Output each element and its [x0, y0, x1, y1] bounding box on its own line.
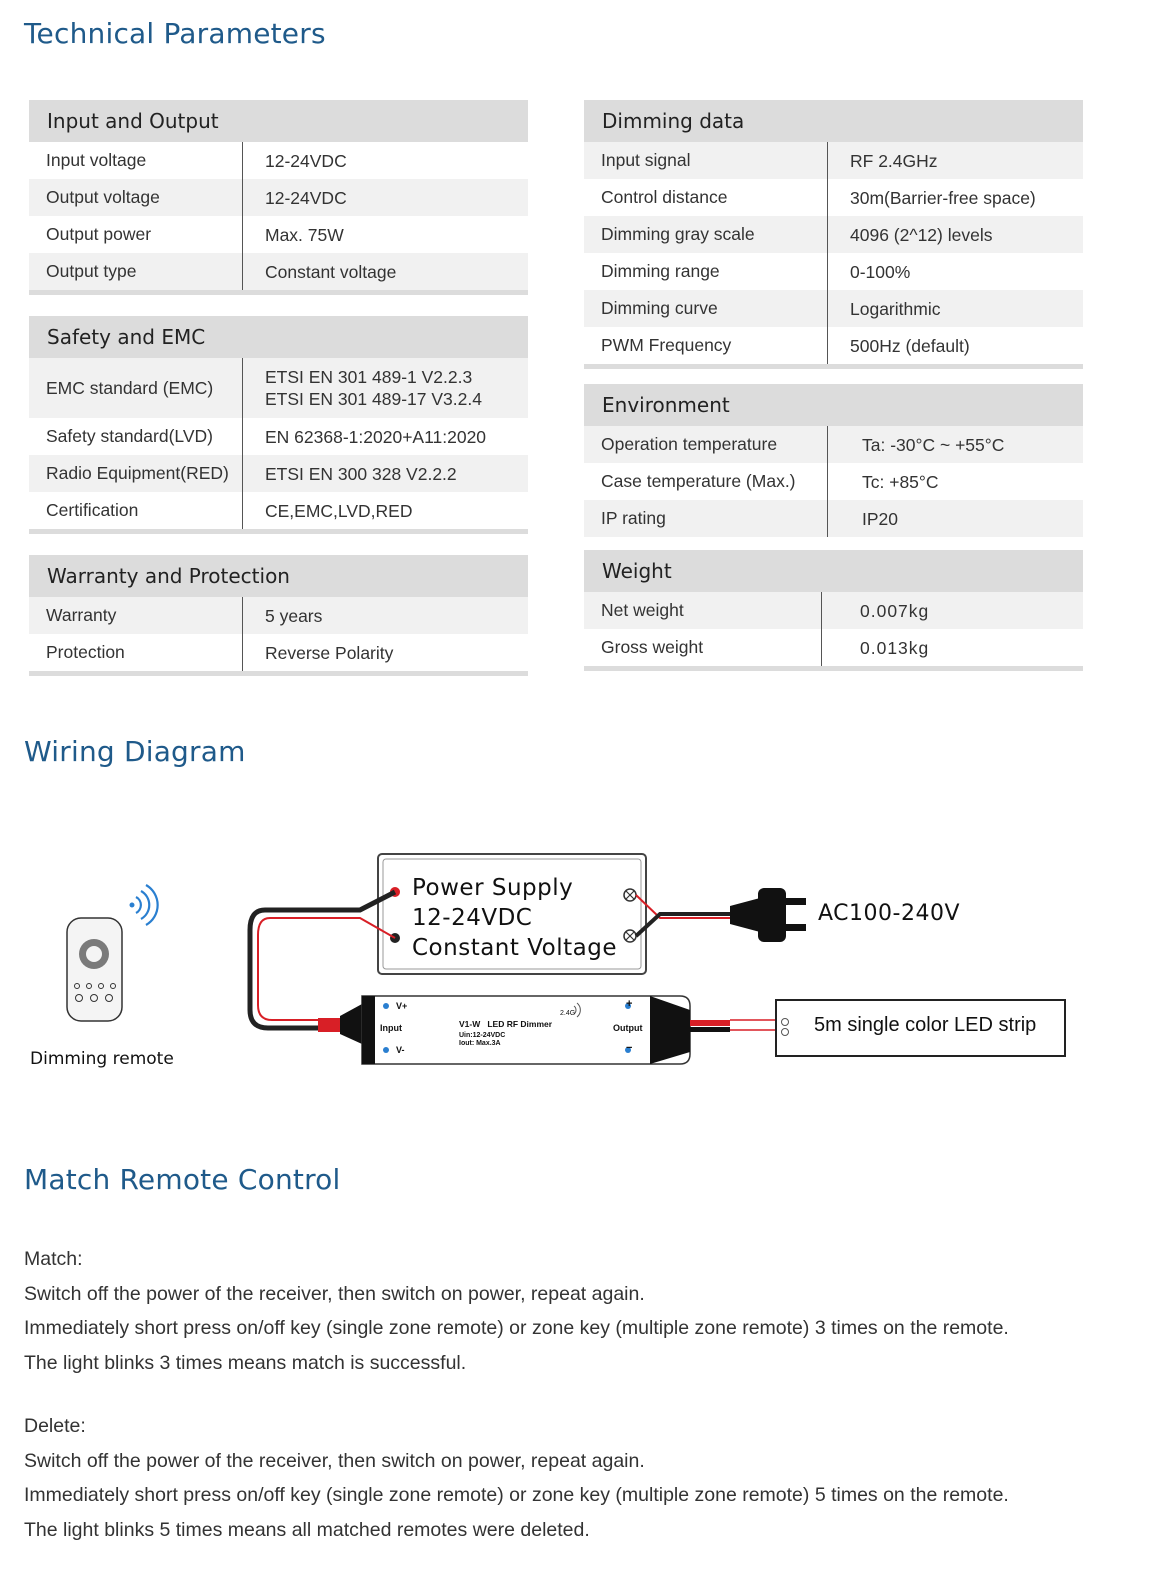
table-row [584, 253, 1083, 290]
safety-emc-table [29, 316, 528, 534]
table-row [29, 179, 528, 216]
param-label: Output voltage [29, 179, 243, 216]
input-output-table [29, 100, 528, 295]
ac-plug-icon [730, 888, 806, 942]
param-value: 5 years [265, 605, 323, 626]
dimming-remote-label: Dimming remote [30, 1049, 174, 1069]
environment-table [584, 384, 1083, 537]
param-label: EMC standard (EMC) [29, 358, 243, 418]
param-value: Ta: -30°C ~ +55°C [862, 434, 1005, 455]
param-label: PWM Frequency [584, 327, 828, 364]
table-row [584, 216, 1083, 253]
value-line-2: ETSI EN 301 489-17 V3.2.4 [265, 389, 482, 409]
table-header: Safety and EMC [29, 316, 528, 358]
warranty-protection-table [29, 555, 528, 676]
delete-line: Switch off the power of the receiver, then switch on power, repeat again. [24, 1449, 645, 1472]
value-line-1: ETSI EN 301 489-1 V2.2.3 [265, 367, 473, 387]
table-row [29, 142, 528, 179]
param-value: Logarithmic [850, 298, 941, 319]
param-label: Input voltage [29, 142, 243, 179]
param-value: IP20 [862, 508, 898, 529]
table-row [29, 358, 528, 418]
match-remote-control-title: Match Remote Control [24, 1163, 341, 1196]
param-value: Reverse Polarity [265, 642, 394, 663]
table-row [29, 492, 528, 529]
param-value: ETSI EN 300 328 V2.2.2 [265, 463, 457, 484]
dimmer-iout-label: Iout: Max.3A [459, 1040, 501, 1047]
param-value: CE,EMC,LVD,RED [265, 500, 413, 521]
table-row [584, 142, 1083, 179]
table-row [584, 463, 1083, 500]
param-label: Radio Equipment(RED) [29, 455, 243, 492]
param-label: IP rating [584, 500, 828, 537]
table-row [29, 597, 528, 634]
table-row [584, 592, 1083, 629]
dimmer-model-label: V1-W LED RF Dimmer [459, 1019, 553, 1029]
param-value: 12-24VDC [265, 150, 347, 171]
technical-parameters-title: Technical Parameters [24, 17, 326, 50]
dimmer-input-label: Input [380, 1023, 402, 1033]
led-strip-label: 5m single color LED strip [814, 1014, 1037, 1036]
table-row [29, 455, 528, 492]
param-label: Certification [29, 492, 243, 529]
param-value: RF 2.4GHz [850, 150, 938, 171]
table-row [29, 418, 528, 455]
table-row [584, 629, 1083, 666]
param-value: 4096 (2^12) levels [850, 224, 993, 245]
table-header: Input and Output [29, 100, 528, 142]
table-row [584, 426, 1083, 463]
table-header: Warranty and Protection [29, 555, 528, 597]
param-label: Dimming range [584, 253, 828, 290]
param-label: Output type [29, 253, 243, 290]
param-value: 30m(Barrier-free space) [850, 187, 1036, 208]
dimmer-minus-label: − [626, 1042, 633, 1054]
dimmer-uin-label: Uin:12-24VDC [459, 1032, 506, 1039]
table-footer-bar [584, 666, 1083, 671]
match-heading: Match: [24, 1248, 83, 1270]
table-row [29, 634, 528, 671]
delete-instructions [24, 1409, 1009, 1547]
table-footer-bar [29, 671, 528, 676]
param-value: Tc: +85°C [862, 471, 939, 492]
table-header: Environment [584, 384, 1083, 426]
dimmer-vplus-label: V+ [396, 1001, 408, 1011]
param-label: Case temperature (Max.) [584, 463, 828, 500]
param-value: 0.007kg [860, 600, 930, 621]
psu-line-3: Constant Voltage [412, 935, 617, 961]
param-label: Dimming gray scale [584, 216, 828, 253]
param-value: 500Hz (default) [850, 335, 970, 356]
param-value: Constant voltage [265, 261, 397, 282]
param-label: Net weight [584, 592, 822, 629]
table-row [584, 327, 1083, 364]
ac-voltage-label: AC100-240V [818, 901, 960, 926]
param-value [243, 366, 482, 410]
param-label: Control distance [584, 179, 828, 216]
psu-line-2: 12-24VDC [412, 905, 533, 931]
match-line: Switch off the power of the receiver, then switch on power, repeat again. [24, 1282, 645, 1305]
dimming-data-table [584, 100, 1083, 369]
param-label: Protection [29, 634, 243, 671]
table-row [584, 179, 1083, 216]
param-label: Gross weight [584, 629, 822, 666]
power-supply-label [412, 873, 617, 963]
param-value: EN 62368-1:2020+A11:2020 [265, 426, 487, 447]
dimmer-plus-label: + [626, 998, 633, 1010]
remote-control-icon [67, 918, 122, 1021]
dimmer-output-label: Output [613, 1023, 643, 1033]
delete-line: The light blinks 5 times means all matched remotes were deleted. [24, 1518, 590, 1541]
param-label: Safety standard(LVD) [29, 418, 243, 455]
table-header: Weight [584, 550, 1083, 592]
table-row [584, 290, 1083, 327]
table-footer-bar [584, 364, 1083, 369]
param-value: Max. 75W [265, 224, 344, 245]
table-row [29, 216, 528, 253]
match-instructions [24, 1242, 1009, 1380]
param-value: 12-24VDC [265, 187, 347, 208]
param-label: Output power [29, 216, 243, 253]
param-label: Operation temperature [584, 426, 828, 463]
table-row [584, 500, 1083, 537]
table-footer-bar [29, 529, 528, 534]
table-header: Dimming data [584, 100, 1083, 142]
match-line: The light blinks 3 times means match is successful. [24, 1351, 467, 1374]
psu-line-1: Power Supply [412, 875, 574, 901]
wireless-signal-icon [130, 885, 158, 925]
param-value: 0-100% [850, 261, 911, 282]
weight-table [584, 550, 1083, 671]
match-line: Immediately short press on/off key (single zone remote) or zone key (multiple zone remote) 3 times on the remote. [24, 1317, 1009, 1339]
table-footer-bar [29, 290, 528, 295]
dimmer-band-label: 2.4G [560, 1010, 576, 1017]
table-row [29, 253, 528, 290]
dimmer-vminus-label: V- [396, 1045, 405, 1055]
param-value: 0.013kg [860, 637, 930, 658]
param-label: Input signal [584, 142, 828, 179]
wiring-diagram-title: Wiring Diagram [24, 735, 246, 768]
param-label: Dimming curve [584, 290, 828, 327]
delete-line: Immediately short press on/off key (single zone remote) or zone key (multiple zone remote) 5 times on the remote. [24, 1484, 1009, 1506]
param-label: Warranty [29, 597, 243, 634]
delete-heading: Delete: [24, 1415, 86, 1437]
